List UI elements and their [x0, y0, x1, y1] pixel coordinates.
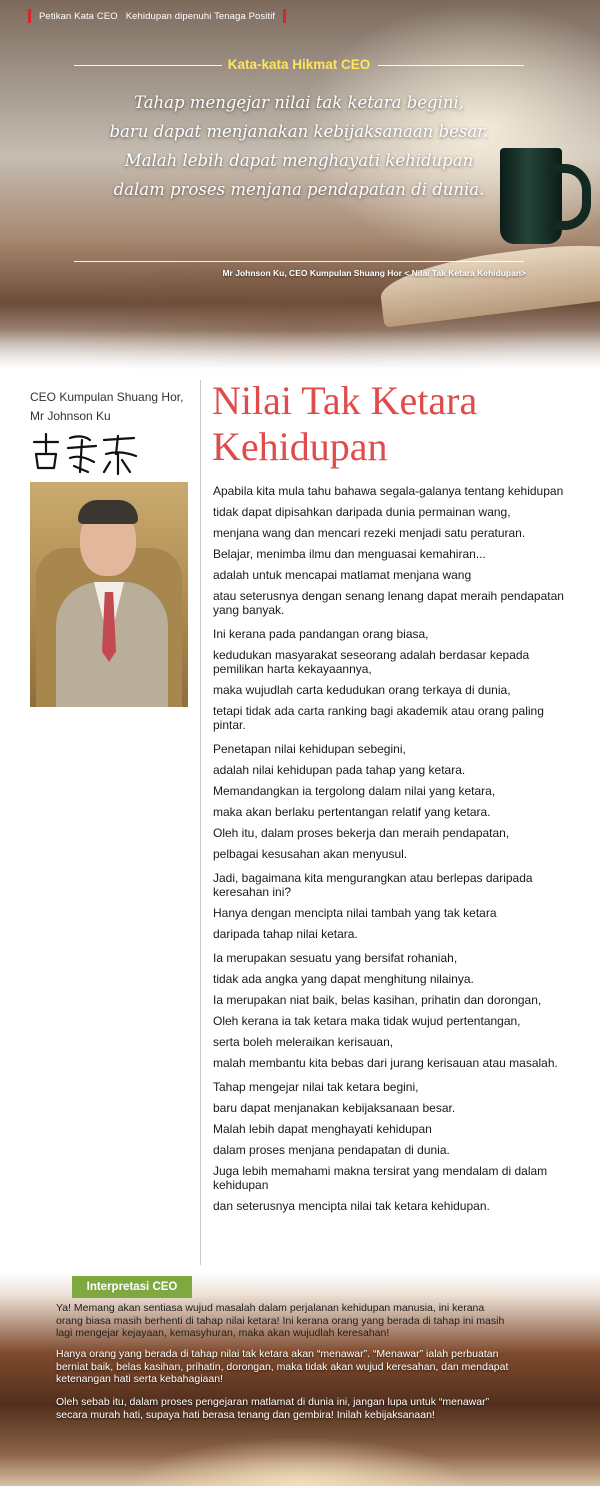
text-line: Ia merupakan sesuatu yang bersifat rohaniah, [213, 951, 458, 965]
topbar-subtitle: Kehidupan dipenuhi Tenaga Positif [125, 10, 276, 22]
quote-line: Malah lebih dapat menghayati kehidupan [124, 151, 474, 170]
ceo-name: Mr Johnson Ku [30, 409, 111, 423]
text-line: baru dapat menjanakan kebijaksanaan besar. [213, 1101, 456, 1115]
ceo-photo [30, 482, 188, 707]
text-line: adalah nilai kehidupan pada tahap yang ketara. [213, 763, 466, 777]
quote-line: Tahap mengejar nilai tak ketara begini, [133, 93, 465, 112]
text-line: tidak ada angka yang dapat menghitung nilainya. [213, 972, 474, 986]
text-line: secara murah hati, supaya hati berasa tenang dan gembira! Inilah kebijaksanaan! [56, 1408, 435, 1421]
red-bar-icon [28, 9, 31, 23]
text-line: Belajar, menimba ilmu dan menguasai kemahiran... [213, 547, 486, 561]
text-line: Jadi, bagaimana kita mengurangkan atau berlepas daripada keresahan ini? [213, 871, 533, 899]
text-line: pelbagai kesusahan akan menyusul. [213, 847, 408, 861]
mug-handle-image [548, 164, 591, 230]
signature-image [30, 432, 142, 476]
quote-line: dalam proses menjana pendapatan di dunia. [113, 180, 485, 199]
ceo-caption [30, 388, 183, 426]
interpretation-paragraph [56, 1396, 556, 1421]
text-line: dan seterusnya mencipta nilai tak ketara kehidupan. [213, 1199, 490, 1213]
text-line: menjana wang dan mencari rezeki menjadi satu peraturan. [213, 526, 526, 540]
text-line: Hanya orang yang berada di tahap nilai tak ketara akan “menawar”. “Menawar” ialah perbuatan [56, 1348, 499, 1360]
text-line: Oleh kerana ia tak ketara maka tidak wujud pertentangan, [213, 1014, 521, 1028]
text-line: Penetapan nilai kehidupan sebegini, [213, 742, 406, 756]
section-topbar [28, 8, 286, 24]
text-line: orang biasa masih berhenti di tahap nilai ketara! Ini kerana orang yang berada di tahap ini masih [56, 1314, 505, 1327]
text-line: maka wujudlah carta kedudukan orang terkaya di dunia, [213, 683, 511, 697]
text-line: Oleh itu, dalam proses bekerja dan meraih pendapatan, [213, 826, 510, 840]
header-banner [0, 0, 600, 370]
text-line: Juga lebih memahami makna tersirat yang mendalam di dalam kehidupan [213, 1164, 548, 1192]
text-line: Oleh sebab itu, dalam proses pengejaran matlamat di dunia ini, jangan lupa untuk “menawar” [56, 1396, 490, 1408]
text-line: berniat baik, belas kasihan, prihatin, dorongan, maka tidak akan wujud keresahan, dan mendapat [56, 1360, 509, 1373]
interpretation-paragraph [56, 1348, 556, 1386]
article-paragraph [213, 951, 575, 1070]
text-line: serta boleh meleraikan kerisauan, [213, 1035, 394, 1049]
quote-line: baru dapat menjanakan kebijaksanaan besar. [109, 122, 489, 141]
quote-box [74, 52, 524, 264]
title-line: Kehidupan [212, 424, 388, 469]
article-paragraph [213, 742, 575, 861]
text-line: Ini kerana pada pandangan orang biasa, [213, 627, 429, 641]
article-title [212, 378, 582, 470]
article-paragraph [213, 871, 575, 941]
title-line: Nilai Tak Ketara [212, 378, 478, 423]
article-paragraph [213, 484, 575, 617]
interpretation-label: Interpretasi CEO [72, 1276, 192, 1298]
red-bar-icon [283, 9, 286, 23]
text-line: Ya! Memang akan sentiasa wujud masalah dalam perjalanan kehidupan manusia, ini kerana [56, 1302, 485, 1314]
article-paragraph [213, 627, 575, 732]
ceo-title: CEO Kumpulan Shuang Hor, [30, 390, 184, 404]
text-line: lagi mengejar kejayaan, kemasyhuran, maka akan wujudlah keresahan! [56, 1327, 390, 1339]
text-line: tetapi tidak ada carta ranking bagi akademik atau orang paling pintar. [213, 704, 544, 732]
topbar-section-label: Petikan Kata CEO [39, 10, 118, 22]
text-line: malah membantu kita bebas dari jurang kerisauan atau masalah. [213, 1056, 558, 1070]
interpretation-paragraph [56, 1302, 556, 1340]
text-line: atau seterusnya dengan senang lenang dapat meraih pendapatan yang banyak. [213, 589, 564, 617]
text-line: kedudukan masyarakat seseorang adalah berdasar kepada pemilikan harta kekayaannya, [213, 648, 530, 676]
text-line: Apabila kita mula tahu bahawa segala-galanya tentang kehidupan [213, 484, 564, 498]
quote-title: Kata-kata Hikmat CEO [227, 57, 371, 72]
text-line: tidak dapat dipisahkan daripada dunia permainan wang, [213, 505, 511, 519]
interpretation-section [0, 1272, 600, 1486]
quote-source: Mr Johnson Ku, CEO Kumpulan Shuang Hor < Nilai Tak Ketara Kehidupan> [222, 268, 526, 278]
text-line: daripada tahap nilai ketara. [213, 927, 358, 941]
text-line: adalah untuk mencapai matlamat menjana wang [213, 568, 472, 582]
text-line: maka akan berlaku pertentangan relatif yang ketara. [213, 805, 491, 819]
article-paragraph [213, 1080, 575, 1213]
hair-shape [78, 500, 138, 524]
text-line: Malah lebih dapat menghayati kehidupan [213, 1122, 432, 1136]
text-line: Ia merupakan niat baik, belas kasihan, prihatin dan dorongan, [213, 993, 542, 1007]
text-line: ketenangan hati serta kebahagiaan! [56, 1373, 223, 1385]
text-line: Tahap mengejar nilai tak ketara begini, [213, 1080, 419, 1094]
text-line: Hanya dengan mencipta nilai tambah yang tak ketara [213, 906, 497, 920]
text-line: dalam proses menjana pendapatan di dunia. [213, 1143, 450, 1157]
article-body [213, 484, 575, 1223]
divider [74, 261, 524, 262]
text-line: Memandangkan ia tergolong dalam nilai yang ketara, [213, 784, 496, 798]
quote-text [74, 88, 524, 204]
column-divider [200, 380, 201, 1265]
